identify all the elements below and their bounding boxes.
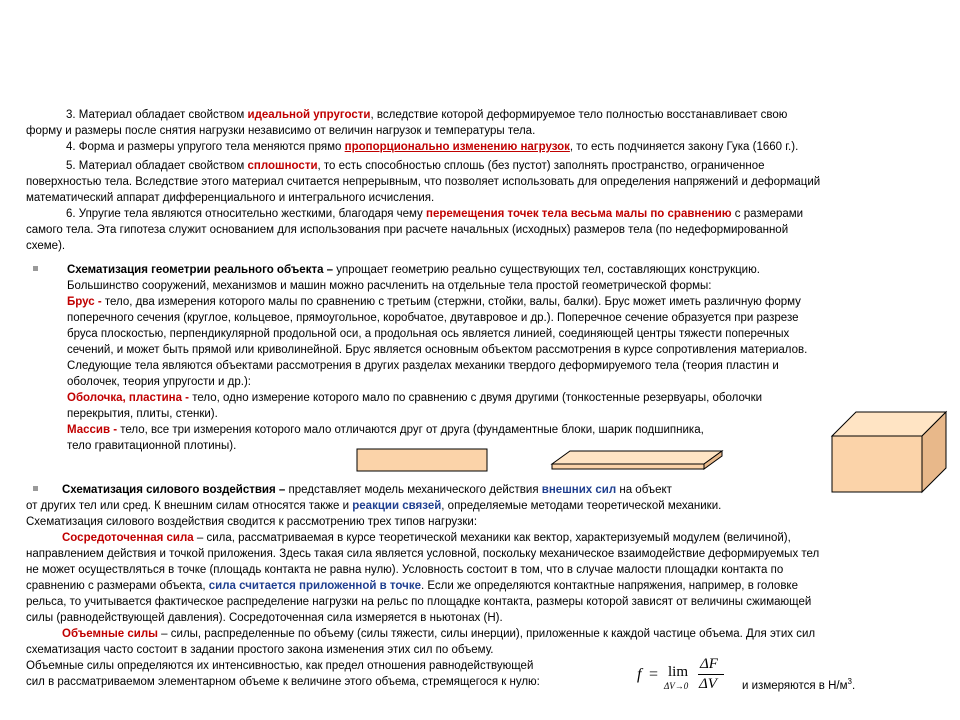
formula-lim: lim <box>668 664 689 680</box>
beam-illustration <box>355 445 495 475</box>
plate-illustration <box>550 449 725 474</box>
intensity-formula <box>632 656 732 694</box>
p3-line1: 3. Материал обладает свойством идеальной упругости, вследствие которой деформируемое тело полностью восстанавливает свою <box>66 109 788 121</box>
term-concentrated-force: Сосредоточенная сила <box>62 532 194 544</box>
formula-f: f <box>637 666 642 683</box>
mass-line2: тело гравитационной плотины). <box>67 440 237 452</box>
term-ideal-elasticity: идеальной упругости <box>247 109 371 121</box>
formula-fraction-bar <box>698 674 724 675</box>
term-small-displacements: перемещения точек тела весьма малы по сравнению <box>426 208 732 220</box>
term-brus: Брус - <box>67 296 102 308</box>
shell-line2: перекрытия, плиты, стенки). <box>67 408 218 420</box>
vol-line4: сил в рассматриваемом элементарном объеме к величине этого объема, стремящегося к нулю: <box>26 676 540 688</box>
brus-line3: бруса плоскостью, перпендикулярной продольной оси, а продольная ось является линией, соединяющей центры тяжести поперечных <box>67 328 790 340</box>
vol-line2: схематизация часто состоит в задании простого закона изменения этих сил по объему. <box>26 644 494 656</box>
formula-equals: = <box>649 666 659 683</box>
formula-numerator: ΔF <box>700 656 718 672</box>
vol-line3: Объемные силы определяются их интенсивностью, как предел отношения равнодействующей <box>26 660 534 672</box>
massive-block-illustration <box>830 410 950 494</box>
p5-line2: поверхностью тела. Вследствие этого материал считается непрерывным, что позволяет использовать для определения напряжений и деформаций <box>26 176 821 188</box>
geometry-title: Схематизация геометрии реального объекта – <box>67 264 334 276</box>
term-volume-forces: Объемные силы <box>62 628 158 640</box>
term-continuity: сплошности <box>247 160 318 172</box>
formula-denominator: ΔV <box>699 676 717 692</box>
brus-line4: сечений, и может быть прямой или криволинейной. Брус является основным объектом рассмотрения в курсе сопротивления материалов. <box>67 344 808 356</box>
brus-line6: оболочек, теория упругости и др.): <box>67 376 251 388</box>
force-line2: от других тел или сред. К внешним силам относятся также и реакции связей, определяемые методами теоретической механики. <box>26 500 722 512</box>
term-shell-plate: Оболочка, пластина - <box>67 392 190 404</box>
term-point-force: сила считается приложенной в точке <box>208 580 421 592</box>
bullet-geometry <box>33 266 38 271</box>
brus-line5: Следующие тела являются объектами рассмотрения в других разделах механики твердого деформируемого тела (теория пластин и <box>67 360 779 372</box>
geometry-title-line: Схематизация геометрии реального объекта – упрощает геометрию реально существующих тел, составляющих конструкцию. <box>67 264 760 276</box>
conc-line5: рельса, то учитывается фактическое распределение нагрузки на рельс по площадке контакта, размеры которой зависят от величины сжимающей <box>26 596 812 608</box>
formula-limit-sub: ΔV→0 <box>664 681 689 691</box>
vol-line1: Объемные силы – силы, распределенные по объему (силы тяжести, силы инерции), приложенные к каждой частице объема. Для этих сил <box>62 628 816 640</box>
conc-line4: сравнению с размерами объекта, сила считается приложенной в точке. Если же определяются контактные напряжения, например, в головке <box>26 580 798 592</box>
term-external-forces: внешних сил <box>541 484 617 496</box>
p6-line2: самого тела. Эта гипотеза служит основанием для использования при расчете начальных (исходных) размеров тела (по недеформированной <box>26 224 789 236</box>
bullet-force <box>33 486 38 491</box>
geometry-line2: Большинство сооружений, механизмов и машин можно расчленить на отдельные тела простой геометрической формы: <box>67 280 712 292</box>
p4-line1: 4. Форма и размеры упругого тела меняются прямо пропорционально изменению нагрузок, то есть подчиняется закону Гука (1660 г.). <box>66 141 799 153</box>
conc-line3: не может осуществляться в точке (площадь контакта не равна нулю). Условность состоит в том, что в случае малости площадки контакта по <box>26 564 784 576</box>
force-title: Схематизация силового воздействия – <box>62 484 286 496</box>
p6-line1: 6. Упругие тела являются относительно жесткими, благодаря чему перемещения точек тела весьма малы по сравнению с размерами <box>66 208 804 220</box>
brus-line1: Брус - тело, два измерения которого малы по сравнению с третьим (стержни, стойки, валы, балки). Брус может иметь различную форму <box>67 296 801 308</box>
term-massive: Массив - <box>67 424 118 436</box>
p5-line1: 5. Материал обладает свойством сплошности, то есть способностью сплошь (без пустот) заполнять пространство, ограниченное <box>66 160 765 172</box>
conc-line2: направлением действия и точкой приложения. Здесь такая сила является условной, поскольку механическое взаимодействие деформируемых тел <box>26 548 820 560</box>
mass-line1: Массив - тело, все три измерения которого мало отличаются друг от друга (фундаментные блоки, шарик подшипника, <box>67 424 704 436</box>
vol-unit: и измеряются в $Н/м^3$. <box>742 677 856 692</box>
brus-line2: поперечного сечения (круглое, кольцевое, прямоугольное, коробчатое, двутавровое и др.). Поперечное сечение образуется при разрезе <box>67 312 799 324</box>
force-line3: Схематизация силового воздействия сводится к рассмотрению трех типов нагрузки: <box>26 516 478 528</box>
p3-line2: форму и размеры после снятия нагрузки независимо от величин нагрузок и температуры тела. <box>26 125 536 137</box>
conc-line1: Сосредоточенная сила – сила, рассматриваемая в курсе теоретической механики как вектор, характеризуемый модулем (величиной), <box>62 532 791 544</box>
p5-line3: математический аппарат дифференциального и интегрального исчисления. <box>26 192 435 204</box>
term-constraint-reactions: реакции связей <box>352 500 442 512</box>
shell-line1: Оболочка, пластина - тело, одно измерение которого мало по сравнению с двумя другими (тонкостенные резервуары, оболочки <box>67 392 763 404</box>
p6-line3: схеме). <box>26 240 66 252</box>
conc-line6: силы (равнодействующей давления). Сосредоточенная сила измеряется в ньютонах (Н). <box>26 612 503 624</box>
force-title-line: Схематизация силового воздействия – представляет модель механического действия внешних сил на объект <box>62 484 672 496</box>
term-proportional: пропорционально изменению нагрузок <box>344 141 570 153</box>
